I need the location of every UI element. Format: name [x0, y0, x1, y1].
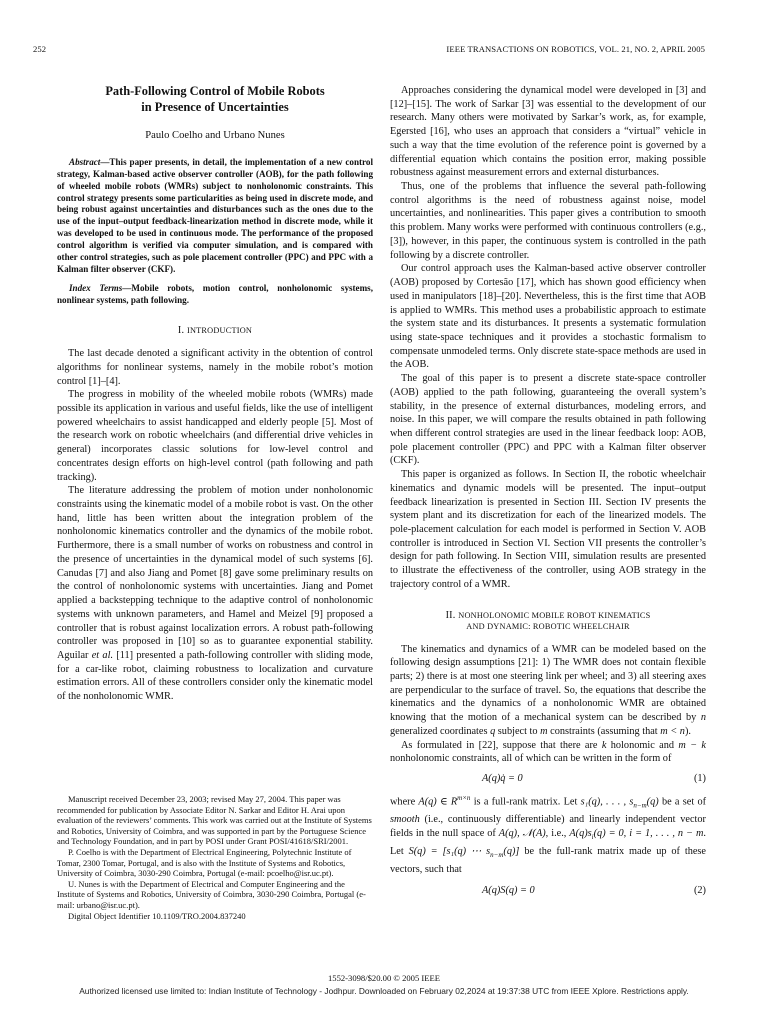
s2-p3-sq: (q): [646, 796, 659, 808]
s2-p3-smooth: smooth: [390, 814, 420, 826]
section-1-heading: [57, 325, 373, 336]
equation-1-body: A(q)q̇ = 0: [482, 773, 523, 785]
title-line-1: Path-Following Control of Mobile Robots: [105, 84, 325, 98]
right-paragraph-3: Our control approach uses the Kalman-based active observer controller (AOB) proposed by Cortesão [17], which has shown good efficiency when used in manipulators [18]–[20]. Nevertheless, this is the first time that AOB is applied to WMRs. This method uses a probabilistic approach to estimate the system state and its disturbances. It presents a systematic formulation using state-space techniques and it provides a stochastic formalism to compensate unmodeled terms. Only discrete state-space methods are used in the AOB.: [390, 263, 706, 371]
footnote-coelho: P. Coelho is with the Department of Electrical Engineering, Polytechnic Institute of Tomar, 2300 Tomar, Portugal, and is also with the Institute of Systems and Robotics, University of Coimbra, 3030-290 Coimbra, Portugal (e-mail: pcoelho@isr.uc.pt).: [57, 846, 352, 879]
s2-p1-b: generalized coordinates: [390, 725, 491, 737]
s2-p1-c: subject to: [495, 725, 541, 737]
s2-p1-cond: m < n: [660, 725, 685, 737]
s2-p1-n: n: [700, 712, 706, 724]
right-paragraph-5: This paper is organized as follows. In Section II, the robotic wheelchair kinematics and dynamic models will be presented. The input–output feedback linearization is presented in Section III. Section IV presents the system plant and its discretization for each of the linearized models. The pole-placement calculation for each model is performed in Section V. AOB controller is introduced in Section VI. Section VII presents the controller’s design for path following. In Section VIII, simulation results are presented to illustrate the effectiveness of the controller, using AOB strategy in the trajectory control of a WMR.: [390, 469, 706, 590]
s2-p3-S-sub: n−m: [490, 850, 504, 859]
equation-1-number: (1): [693, 773, 706, 785]
s2-p3-f: . Let: [390, 827, 706, 857]
s2-p3-sup: m×n: [457, 794, 471, 803]
authors: Paulo Coelho and Urbano Nunes: [145, 130, 285, 141]
s2-p1-e: ).: [684, 725, 691, 737]
s2-p3-dim: A(q) ∈ R: [418, 796, 458, 808]
index-terms-label: Index Terms: [69, 283, 123, 294]
s2-p1-a: The kinematics and dynamics of a WMR can be modeled based on the following design assumptions [21]: 1) The WMR does not contain flexible parts; 2) there is at most one steering link per wheel; and 3) all steering axes are perpendicular to the surface of travel. So, the equations that describe the kinematics and the dynamics of a nonholonomic WMR are obtained knowing that the motion of a mechanical system can be described by: [390, 643, 706, 724]
footnote-manuscript: Manuscript received December 23, 2003; revised May 27, 2004. This paper was recommended for publication by Associate Editor N. Sarkar and Editor H. Arai upon evaluation of the reviewers’ comments. This work was carried out at the Institute of Systems and Robotics, University of Coimbra, and was supported in part by the Portuguese Science and Technology Foundation, and in part by POSI under Grant POSI/41618/SRI/2001.: [57, 794, 372, 847]
intro-paragraph-2: The progress in mobility of the wheeled mobile robots (WMRs) made possible its application in various and useful fields, like the use of intelligent powered wheelchairs to assist handicapped and elderly people [5]. Most of the research work on robotic wheelchairs (and differential drive vehicles in general) incorporates classic solutions for low-level control and concentrates design efforts on high-level control (path following and path tracking).: [57, 389, 373, 483]
license-bar: Authorized licensed use limited to: Indian Institute of Technology - Jodhpur. Downloaded on February 02,2024 at 19:37:38 UTC from IEEE Xplore. Restrictions apply.: [79, 986, 689, 996]
journal-header: IEEE TRANSACTIONS ON ROBOTICS, VOL. 21, NO. 2, APRIL 2005: [446, 44, 705, 54]
abstract-label: Abstract: [69, 157, 101, 167]
right-paragraph-2: Thus, one of the problems that influence the several path-following control algorithms is the need of robustness against noise, model uncertainties, and nonlinearities. This paper gives a contribution to smooth this problem. Many works were performed with continuous controllers (e.g., [3]), however, in this paper, the continuous system is controlled in the path following by a discrete controller.: [390, 181, 706, 261]
left-column: [57, 84, 373, 704]
footnote: [57, 794, 373, 921]
intro-p3-etal: et al.: [91, 649, 114, 661]
s2-p1-d: constraints (assuming that: [547, 725, 661, 737]
right-paragraph-4: The goal of this paper is to present a discrete state-space controller (AOB) applied to the path following, guaranteeing the overall system’s stability, in the presence of external disturbances, modeling errors, and noise. In this paper, we will compare the results obtained in path following when different control strategies are used in the linear feedback loop: AOB, pole placement controller (PPC) and PPC with a Kalman filter observer (CKF).: [390, 373, 706, 467]
page-number: 252: [33, 44, 47, 54]
footnote-doi: Digital Object Identifier 10.1109/TRO.2004.837240: [68, 910, 246, 921]
intro-p3-a: The literature addressing the problem of motion under nonholonomic constraints using the kinematic model of a mobile robot is vast. On the other hand, little has been written about the integration problem of the nonholonomic kinematics controller and the dynamics of the mobile robot. Furthermore, there is a small number of works on robustness and control in the presence of uncertainties in the dynamical model of such systems [6]. Canudas [7] and also Jiang and Pomet [8] gave some preliminary results on the control of nonholonomic systems with uncertainties. Jiang and Pomet applied a backstepping technique to the adaptive control of nonholonomic systems with unknown parameters, and Hamel and Meizel [9] proposed a controller that is robust against localization errors. A robust path-following controller was proposed in [10] so as to guarantee exponential stability. Aguilar: [57, 485, 373, 661]
section-1-title: INTRODUCTION: [187, 326, 253, 336]
s2-p1-q: q: [490, 725, 496, 737]
s2-p3-as: A(q)s: [569, 827, 592, 839]
s2-p2-a: As formulated in [22], suppose that there are: [401, 739, 602, 751]
equation-1: [390, 772, 706, 786]
s2-p3-e: , i.e.,: [545, 827, 570, 839]
right-column: [390, 84, 706, 904]
s2-p3-S: S(q) = [s₁(q) ⋯ s: [408, 845, 491, 857]
s2-p2-mk: m − k: [678, 739, 706, 751]
s2-p3-b: is a full-rank matrix. Let: [470, 796, 581, 808]
s2-p3-null: A(q), 𝒩(A): [498, 827, 546, 839]
index-terms-text: —Mobile robots, motion control, nonholonomic systems, nonlinear systems, path following.: [57, 283, 373, 306]
index-terms: [57, 283, 373, 307]
s2-p2-b: holonomic and: [606, 739, 679, 751]
section-1-numeral: I.: [177, 325, 185, 337]
section-2-heading: [390, 610, 706, 632]
s2-p3-g: be the full-rank matrix made up of these vectors, such that: [390, 845, 707, 875]
s2-p3-i: i: [591, 833, 594, 842]
equation-2-body: A(q)S(q) = 0: [482, 885, 535, 897]
s2-p3-c: be a set of: [658, 796, 707, 808]
equation-2-number: (2): [693, 885, 706, 897]
intro-paragraph-1: The last decade denoted a significant activity in the obtention of control algorithms for nonlinear systems, namely in the mobile robot’s motion control [1]–[4].: [57, 348, 373, 387]
footnote-nunes: U. Nunes is with the Department of Electrical and Computer Engineering and the Institute of Systems and Robotics, University of Coimbra, 3030-290 Coimbra, Portugal (e-mail: urbano@isr.uc.pt).: [57, 878, 366, 910]
s2-p3-a: where: [390, 796, 419, 808]
abstract: [57, 157, 373, 275]
abstract-text: —This paper presents, in detail, the implementation of a new control strategy, Kalman-based active observer controller (AOB), for the path following of wheeled mobile robots (WMRs) subject to nonholonomic constraints. This control strategy presents some particularities as being used in discrete mode, and being robust against uncertainties and disturbances such as the ones due to the use of the input–output feedback-linearization method in discrete mode, while it was developed to be used in continuous mode. The performance of the proposed control algorithm is verified via computer simulation, and is compared with other control strategies, such as pole placement controller (PPC) and PPC with a Kalman filter observer (CKF).: [57, 157, 373, 274]
s2-p2-c: nonholonomic constraints, all of which can be written in the form of: [390, 753, 672, 765]
s2-p1-m: m: [540, 725, 548, 737]
intro-p3-b: [11] presented a path-following controller with sliding mode, for a car-like robot, claiming robustness to localization and curvature estimation errors. All of these controllers consider only the kinematic model of the nonholonomic WMR.: [57, 649, 374, 703]
s2-p3-range: (q) = 0, i = 1, . . . , n − m: [593, 827, 704, 839]
right-paragraph-1: Approaches considering the dynamical model were developed in [3] and [12]–[15]. The work of Sarkar [3] was essential to the development of our research. Many others were motivated by Sarkar’s work, as, for example, Egersted [16], who uses an approach that considers a “virtual” vehicle in such a way that the time evolution of the reference point is governed by a differential equation which contains the position error, making possible robustness against measurement errors and external disturbances.: [390, 85, 706, 179]
s2-p3-s: s₁(q), . . . , s: [580, 796, 634, 808]
section-2-paragraph-2: [390, 739, 706, 766]
section-2-title-line-2: AND DYNAMIC: ROBOTIC WHEELCHAIR: [466, 621, 630, 631]
s2-p3-sub: n−m: [633, 801, 647, 810]
equation-2: [390, 884, 706, 898]
paper-title: [57, 84, 373, 115]
section-2-numeral: II.: [445, 609, 456, 621]
s2-p3-S-end: (q)]: [503, 845, 520, 857]
section-2-title-line-1: NONHOLONOMIC MOBILE ROBOT KINEMATICS: [458, 610, 651, 620]
section-2-paragraph-1: [390, 643, 706, 739]
intro-paragraph-3: [57, 484, 373, 704]
title-line-2: in Presence of Uncertainties: [141, 99, 289, 114]
section-2-paragraph-3: [390, 792, 706, 876]
price-line: 1552-3098/$20.00 © 2005 IEEE: [327, 973, 441, 983]
s2-p2-k: k: [601, 739, 607, 751]
s2-p3-d: (i.e., continuously differentiable) and linearly independent vector fields in the null space of: [390, 814, 706, 839]
